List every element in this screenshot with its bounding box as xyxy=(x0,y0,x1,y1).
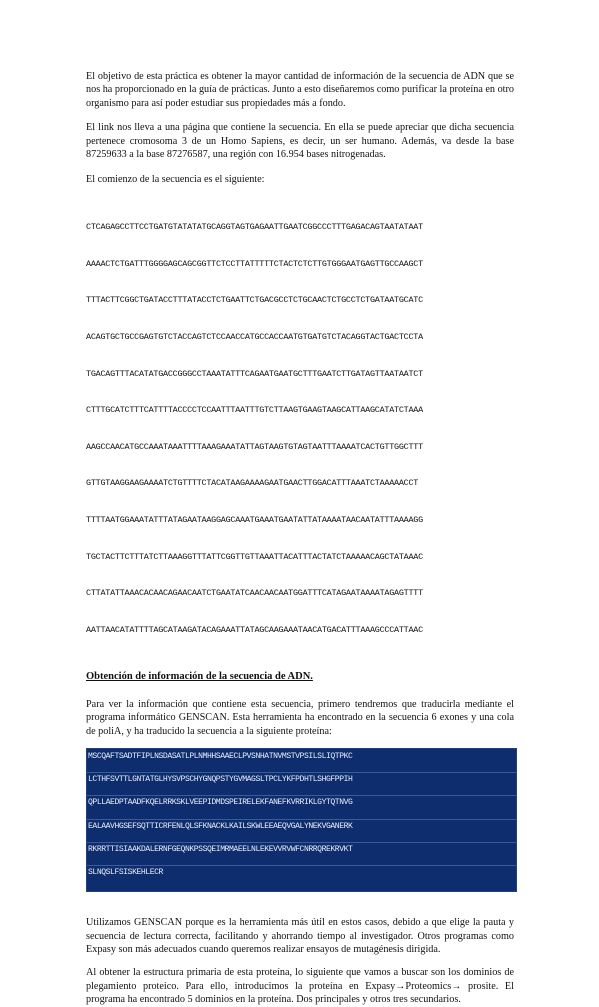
link-paragraph: El link nos lleva a una página que contiene la secuencia. En ella se puede apreciar que dicha secuencia pertenece cromosoma 3 de un Homo Sapiens, es decir, un ser humano. Además, va desde la base 87259633 a la base 87276587, una región con 16.954 bases nitrogenadas. xyxy=(86,122,514,161)
dna-sequence-line: GTTGTAAGGAAGAAAATCTGTTTTCTACATAAGAAAAGAATGAACTTGGACATTTAAATCTAAAAACCT xyxy=(86,478,419,489)
genscan-reason-paragraph: Utilizamos GENSCAN porque es la herramienta más útil en estos casos, debido a que elige la pauta y secuencia de lectura correcta, facilitando y ahorrando tiempo al investigador. Otros programas como Expasy son más adecuados cuando queremos realizar ensayos de mutagénesis dirigida. xyxy=(86,917,514,955)
dna-sequence-line: CTTATATTAAACACAACAGAACAATCTGAATATCAACAACAATGGATTTCATAGAATAAAATAGAGTTTT xyxy=(86,588,423,599)
genscan-paragraph: Para ver la información que contiene esta secuencia, primero tendremos que traducirla mediante el programa informático GENSCAN. Esta herramienta ha encontrado en la secuencia 6 exones y una cola de poliA, y ha traducido la secuencia a la siguiente proteína: xyxy=(86,698,514,737)
dna-sequence-line: TGACAGTTTACATATGACCGGGCCTAAATATTTCAGAATGAATGCTTTGAATCTTGATAGTTAATAATCT xyxy=(86,368,423,379)
sequence-intro-paragraph: El comienzo de la secuencia es el siguiente: xyxy=(86,174,265,186)
dna-sequence-line: TTTTAATGGAAATATTTATAGAATAAGGAGCAAATGAAATGAATATTATAAAATAACAATATTTAAAAGG xyxy=(86,515,423,525)
dna-sequence-line: AAGCCAACATGCCAAATAAATTTTAAAGAAATATTAGTAAGTGTAGTAATTTAAAATCACTGTTGGCTTT xyxy=(86,441,423,452)
protein-sequence-line: QPLLAEDPTAADFKQELRRKSKLVEEPIDMDSPEIRELEKFANEFKVRRIKLGYTQTNVG xyxy=(87,796,516,819)
dna-sequence-line: ACAGTGCTGCCGAGTGTCTACCAGTCTCCAACCATGCCACCAATGTGATGTCTACAGGTACTGACTCCTA xyxy=(86,332,423,343)
section-heading: Obtención de información de la secuencia de ADN. xyxy=(86,671,313,683)
document-body xyxy=(86,70,514,1007)
dna-sequence-block xyxy=(86,197,514,661)
protein-sequence-line: SLNQSLFSISKEHLECR xyxy=(88,867,163,877)
dna-sequence-line: TGCTACTTCTTTATCTTAAAGGTTTATTCGGTTGTTAAATTACATTTACTATCTAAAAACAGCTATAAAC xyxy=(86,551,423,562)
domains-paragraph: Al obtener la estructura primaria de esta proteína, lo siguiente que vamos a buscar son los dominios de plegamiento proteico. Para ello, introducimos la proteína en Expasy→Proteomics→ prosite. El programa ha encontrado 5 dominios en la proteína. Dos principales y otros tres secundarios. xyxy=(86,967,514,1006)
protein-sequence-line: LCTHFSVTTLGNTATGLHYSVPSCHYGNQPSTYGVMAGSLTPCLYKFPDHTLSHGFPPIH xyxy=(87,773,516,796)
dna-sequence-line: TTTACTTCGGCTGATACCTTTATACCTCTGAATTCTGACGCCTCTGCAACTCTGCCTCTGATAATGCATC xyxy=(86,295,423,306)
dna-sequence-line: CTTTGCATCTTTCATTTTACCCCTCCAATTTAATTTGTCTTAAGTGAAGTAAGCATTAAGCATATCTAAA xyxy=(86,405,423,416)
intro-paragraph: El objetivo de esta práctica es obtener la mayor cantidad de información de la secuencia de ADN que se nos ha proporcionado en la guía de prácticas. Junto a esto diseñaremos como purificar la proteína en otro organismo para así poder estudiar sus propiedades más a fondo. xyxy=(86,71,514,109)
dna-sequence-line: CTCAGAGCCTTCCTGATGTATATATGCAGGTAGTGAGAATTGAATCGGCCCTTTGAGACAGTAATATAAT xyxy=(86,222,423,233)
protein-sequence-box xyxy=(86,748,517,892)
protein-sequence-line: MSCQAFTSADTFIPLNSDASATLPLNMHHSAAECLPVSNHATNVMSTVPSILSLIQTPKC xyxy=(87,750,516,773)
protein-sequence-line: EALAAVHGSEFSQTTICRFENLQLSFKNACKLKAILSKWLEEAEQVGALYNEKVGANERK xyxy=(87,820,516,843)
dna-sequence-line: AATTAACATATTTTAGCATAAGATACAGAAATTATAGCAAGAAATAACATGACATTTAAAGCCCATTAAC xyxy=(86,624,423,635)
dna-sequence-line: AAAACTCTGATTTGGGGAGCAGCGGTTCTCCTTATTTTTCTACTCTCTTGTGGGAATGAGTTGCCAAGCT xyxy=(86,258,423,269)
protein-sequence-line: RKRRTTISIAAKDALERNFGEQNKPSSQEIMRMAEELNLEKEVVRVWFCNRRQREKRVKT xyxy=(87,843,516,866)
